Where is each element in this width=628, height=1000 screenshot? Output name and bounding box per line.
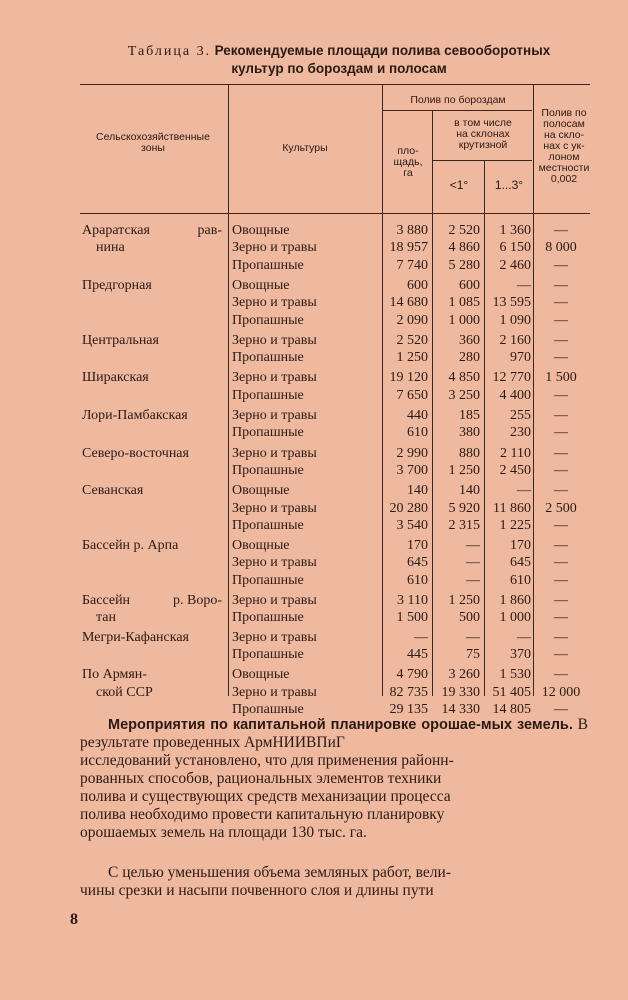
cell-zone-part: Предгорная: [82, 277, 152, 293]
table-row: [80, 666, 590, 683]
cell-crop: Пропашные: [232, 572, 304, 588]
paragraph-line: полива необходимо провести капитальную планировку: [80, 806, 445, 823]
cell-strip: —: [554, 223, 568, 238]
cell-area: 3 880: [396, 223, 428, 238]
header-area-line2: щадь,: [393, 156, 423, 168]
cell-strip: —: [554, 555, 568, 571]
cell-zone: [82, 407, 222, 424]
cell-strip: 8 000: [545, 240, 577, 256]
table-row: [80, 407, 590, 424]
cell-crop: Зерно и травы: [232, 240, 317, 256]
header-strip-line4: нах с ук-: [543, 140, 585, 152]
cell-area: 170: [407, 538, 428, 554]
cell-crop: Зерно и травы: [232, 593, 317, 608]
cell-strip: —: [554, 646, 568, 662]
cell-slope-lt1: 500: [459, 610, 480, 626]
cell-slope-lt1: 5 920: [448, 500, 480, 516]
header-slope-group: [434, 118, 532, 151]
header-slope-1-3: 1...3°: [494, 178, 524, 192]
cell-slope-lt1: —: [466, 572, 480, 588]
cell-slope-lt1: 380: [459, 425, 480, 441]
table-row: [80, 572, 590, 589]
cell-slope-1-3: 51 405: [492, 684, 531, 700]
paragraph-line: С целью уменьшения объема земляных работ, вели-: [108, 864, 451, 881]
cell-zone-part: рав-: [197, 223, 222, 238]
cell-slope-lt1: 2 315: [448, 517, 480, 533]
furrow-group-rule: [382, 110, 532, 111]
table-caption-line2: культур по бороздам и полосам: [231, 61, 447, 76]
cell-strip: —: [554, 517, 568, 533]
cell-strip: —: [554, 295, 568, 311]
cell-slope-1-3: 13 595: [492, 295, 531, 311]
cell-slope-1-3: —: [517, 277, 531, 293]
slope-group-rule: [432, 160, 532, 161]
header-strip: [535, 108, 593, 185]
cell-slope-lt1: —: [466, 629, 480, 645]
cell-slope-lt1: —: [466, 555, 480, 571]
table-row: [80, 332, 590, 349]
table-row: [80, 222, 590, 239]
cell-area: 18 957: [389, 240, 428, 256]
cell-slope-1-3: 2 110: [500, 445, 531, 461]
cell-crop: Пропашные: [232, 387, 304, 403]
header-slope-line2: на склонах: [456, 128, 510, 140]
cell-zone-part: Бассейн: [82, 593, 131, 608]
cell-crop: Зерно и травы: [232, 555, 317, 571]
cell-area: 19 120: [389, 370, 428, 386]
table-row: [80, 424, 590, 441]
header-area-line3: га: [403, 167, 413, 179]
cell-area: 3 540: [396, 517, 428, 533]
cell-zone-part: По Армян-: [82, 667, 147, 683]
paragraph-line: В результате проведенных АрмНИИВПиГ: [80, 716, 589, 751]
cell-slope-1-3: 6 150: [499, 240, 531, 256]
cell-slope-1-3: 370: [510, 646, 531, 662]
paragraph-earthworks: [80, 864, 588, 900]
table-row: [80, 387, 590, 404]
cell-slope-lt1: 1 085: [448, 295, 480, 311]
cell-area: 4 790: [396, 667, 428, 683]
cell-slope-1-3: 1 225: [499, 517, 531, 533]
cell-area: 1 250: [396, 350, 428, 366]
cell-area: 445: [407, 646, 428, 662]
cell-zone-part: ской ССР: [96, 684, 153, 700]
cell-slope-lt1: 3 250: [448, 387, 480, 403]
cell-slope-1-3: 1 090: [499, 312, 531, 328]
cell-area: 610: [407, 425, 428, 441]
cell-zone-part: Лори-Памбакская: [82, 408, 188, 423]
paragraph-line: орошаемых земель на площади 130 тыс. га.: [80, 824, 367, 841]
header-furrow-group: Полив по бороздам: [410, 94, 506, 106]
cell-slope-lt1: 280: [459, 350, 480, 366]
cell-slope-lt1: 4 860: [448, 240, 480, 256]
cell-slope-1-3: 2 160: [499, 332, 531, 348]
table-caption-line1: Рекомендуемые площади полива севооборотных: [214, 43, 551, 58]
cell-slope-lt1: 360: [459, 332, 480, 348]
cell-zone: [82, 277, 222, 294]
table-row: [80, 500, 590, 517]
table-caption-label: Таблица 3.: [127, 44, 212, 59]
cell-slope-lt1: 1 000: [448, 312, 480, 328]
cell-slope-1-3: 4 400: [499, 387, 531, 403]
cell-slope-1-3: 1 530: [499, 667, 531, 683]
cell-slope-1-3: —: [517, 629, 531, 645]
header-crops: Культуры: [282, 142, 328, 154]
header-strip-line1: Полив по: [541, 107, 587, 119]
header-area-line1: пло-: [397, 145, 419, 157]
header-zones: [80, 132, 226, 154]
cell-area: 600: [407, 277, 428, 293]
header-zones-line1: Сельскохозяйственные: [96, 131, 210, 143]
cell-crop: Зерно и травы: [232, 629, 317, 645]
cell-strip: —: [554, 332, 568, 348]
cell-zone: [82, 332, 222, 349]
table-row: [80, 482, 590, 499]
cell-crop: Пропашные: [232, 257, 304, 273]
cell-slope-lt1: —: [466, 538, 480, 554]
header-slope-line3: крутизной: [458, 139, 508, 151]
cell-crop: Зерно и травы: [232, 370, 317, 386]
header-strip-line7: 0,002: [550, 173, 578, 185]
cell-crop: Зерно и травы: [232, 408, 317, 423]
cell-zone-part: Центральная: [82, 332, 159, 348]
cell-area: 7 740: [396, 257, 428, 273]
cell-slope-lt1: 1 250: [448, 462, 480, 478]
cell-zone-part: Мегри-Кафанская: [82, 629, 189, 645]
cell-slope-lt1: 600: [459, 277, 480, 293]
cell-strip: —: [554, 462, 568, 478]
cell-zone-part: Севанская: [82, 483, 144, 499]
cell-crop: Зерно и травы: [232, 332, 317, 348]
cell-crop: Пропашные: [232, 517, 304, 533]
cell-zone: [82, 222, 222, 239]
header-strip-line2: полосам: [543, 118, 585, 130]
cell-slope-1-3: 170: [510, 538, 531, 554]
cell-crop: Зерно и травы: [232, 684, 317, 700]
header-strip-line6: местности: [538, 162, 590, 174]
cell-slope-1-3: 230: [510, 425, 531, 441]
table-row: [80, 592, 590, 609]
cell-slope-1-3: 12 770: [492, 370, 531, 386]
cell-zone-part: Ширакская: [82, 370, 149, 386]
cell-zone-part: нина: [96, 240, 125, 256]
page-number: 8: [70, 911, 78, 928]
table-row: [80, 537, 590, 554]
header-slope-lt1: <1°: [449, 178, 469, 192]
header-slope-line1: в том числе: [454, 117, 512, 129]
cell-slope-lt1: 3 260: [448, 667, 480, 683]
cell-zone-part: тан: [96, 610, 116, 626]
cell-slope-1-3: 610: [510, 572, 531, 588]
cell-slope-1-3: 11 860: [493, 500, 531, 516]
paragraph-line: чины срезки и насыпи почвенного слоя и длины пути: [80, 882, 434, 899]
cell-crop: Овощные: [232, 277, 290, 293]
cell-strip: —: [554, 387, 568, 403]
cell-slope-1-3: 645: [510, 555, 531, 571]
table-row: [80, 349, 590, 366]
cell-zone: [82, 684, 236, 701]
cell-zone: [82, 482, 222, 499]
cell-area: 3 110: [397, 593, 428, 608]
paragraph-heading: Мероприятия по капитальной планировке орошае-мых земель.: [108, 717, 573, 733]
cell-slope-lt1: 19 330: [441, 684, 480, 700]
cell-crop: Пропашные: [232, 462, 304, 478]
cell-slope-lt1: 4 850: [448, 370, 480, 386]
cell-slope-1-3: —: [517, 483, 531, 499]
cell-strip: —: [554, 277, 568, 293]
cell-area: 7 650: [396, 387, 428, 403]
cell-slope-1-3: 2 450: [499, 462, 531, 478]
cell-area: 645: [407, 555, 428, 571]
cell-area: 3 700: [396, 462, 428, 478]
header-zones-line2: зоны: [141, 142, 165, 154]
cell-crop: Овощные: [232, 483, 290, 499]
cell-strip: 1 500: [545, 370, 577, 386]
table-row: [80, 445, 590, 462]
cell-area: 14 680: [389, 295, 428, 311]
table-row: [80, 554, 590, 571]
cell-area: 82 735: [389, 684, 428, 700]
cell-slope-lt1: 5 280: [448, 257, 480, 273]
cell-strip: —: [554, 610, 568, 626]
table-row: [80, 277, 590, 294]
cell-strip: —: [554, 572, 568, 588]
cell-crop: Пропашные: [232, 646, 304, 662]
cell-strip: —: [554, 593, 568, 608]
header-area: [384, 146, 432, 179]
table-row: [80, 257, 590, 274]
cell-zone-part: Северо-восточная: [82, 445, 189, 461]
cell-strip: —: [554, 629, 568, 645]
cell-slope-lt1: 1 250: [448, 593, 480, 608]
paragraph-line: полива и существующих средств механизации процесса: [80, 788, 451, 805]
header-strip-line3: на скло-: [543, 129, 585, 141]
cell-strip: —: [554, 701, 568, 717]
cell-strip: —: [554, 408, 568, 423]
cell-area: 2 520: [396, 332, 428, 348]
cell-crop: Пропашные: [232, 312, 304, 328]
table-top-rule: [80, 84, 590, 85]
table-header-rule: [80, 213, 590, 214]
cell-zone: [82, 537, 222, 554]
cell-strip: 2 500: [545, 500, 577, 516]
cell-slope-lt1: 75: [466, 646, 480, 662]
table-row: [80, 517, 590, 534]
paragraph-planning: [80, 716, 588, 842]
cell-area: 2 990: [396, 445, 428, 461]
cell-crop: Зерно и травы: [232, 500, 317, 516]
cell-slope-lt1: 880: [459, 445, 480, 461]
cell-area: 610: [407, 572, 428, 588]
cell-crop: Овощные: [232, 667, 290, 683]
cell-area: 440: [407, 408, 428, 423]
cell-slope-1-3: 14 805: [492, 701, 531, 717]
cell-area: —: [414, 629, 428, 645]
table-caption: [84, 42, 594, 77]
cell-area: 1 500: [396, 610, 428, 626]
cell-zone: [82, 592, 222, 609]
cell-slope-1-3: 1 000: [499, 610, 531, 626]
cell-crop: Пропашные: [232, 425, 304, 441]
cell-strip: —: [554, 445, 568, 461]
cell-crop: Зерно и травы: [232, 445, 317, 461]
cell-zone: [82, 666, 222, 683]
cell-zone-part: Бассейн р. Арпа: [82, 538, 179, 554]
cell-crop: Пропашные: [232, 701, 304, 717]
table-row: [80, 294, 590, 311]
cell-zone: [82, 445, 222, 462]
cell-zone: [82, 609, 236, 626]
cell-slope-1-3: 255: [510, 408, 531, 423]
table-row: [80, 646, 590, 663]
cell-crop: Овощные: [232, 223, 290, 238]
cell-strip: —: [554, 425, 568, 441]
table-row: [80, 609, 590, 626]
cell-strip: —: [554, 350, 568, 366]
table-row: [80, 629, 590, 646]
cell-crop: Пропашные: [232, 610, 304, 626]
cell-slope-1-3: 2 460: [499, 257, 531, 273]
cell-slope-lt1: 185: [459, 408, 480, 423]
cell-zone-part: р. Воро-: [173, 593, 222, 608]
cell-slope-1-3: 1 860: [499, 593, 531, 608]
cell-strip: —: [554, 538, 568, 554]
table-row: [80, 239, 590, 256]
cell-zone-part: Араратская: [82, 223, 150, 238]
paragraph-line: рованных способов, рациональных элементов техники: [80, 770, 442, 787]
paragraph-line: исследований установлено, что для применения районн-: [80, 752, 454, 769]
cell-area: 140: [407, 483, 428, 499]
cell-area: 20 280: [389, 500, 428, 516]
cell-strip: —: [554, 312, 568, 328]
cell-crop: Овощные: [232, 538, 290, 554]
table-row: [80, 684, 590, 701]
cell-slope-1-3: 1 360: [499, 223, 531, 238]
cell-strip: —: [554, 257, 568, 273]
cell-zone: [82, 369, 222, 386]
cell-slope-lt1: 14 330: [441, 701, 480, 717]
cell-zone: [82, 629, 222, 646]
cell-crop: Пропашные: [232, 350, 304, 366]
cell-crop: Зерно и травы: [232, 295, 317, 311]
table-row: [80, 462, 590, 479]
cell-strip: 12 000: [541, 684, 581, 700]
cell-slope-1-3: 970: [510, 350, 531, 366]
cell-slope-lt1: 140: [459, 483, 480, 499]
cell-zone: [82, 239, 236, 256]
cell-area: 2 090: [396, 312, 428, 328]
table-row: [80, 312, 590, 329]
cell-strip: —: [554, 483, 568, 499]
header-strip-line5: лоном: [548, 151, 580, 163]
cell-strip: —: [554, 667, 568, 683]
cell-slope-lt1: 2 520: [448, 223, 480, 238]
table-row: [80, 369, 590, 386]
cell-area: 29 135: [389, 701, 428, 717]
